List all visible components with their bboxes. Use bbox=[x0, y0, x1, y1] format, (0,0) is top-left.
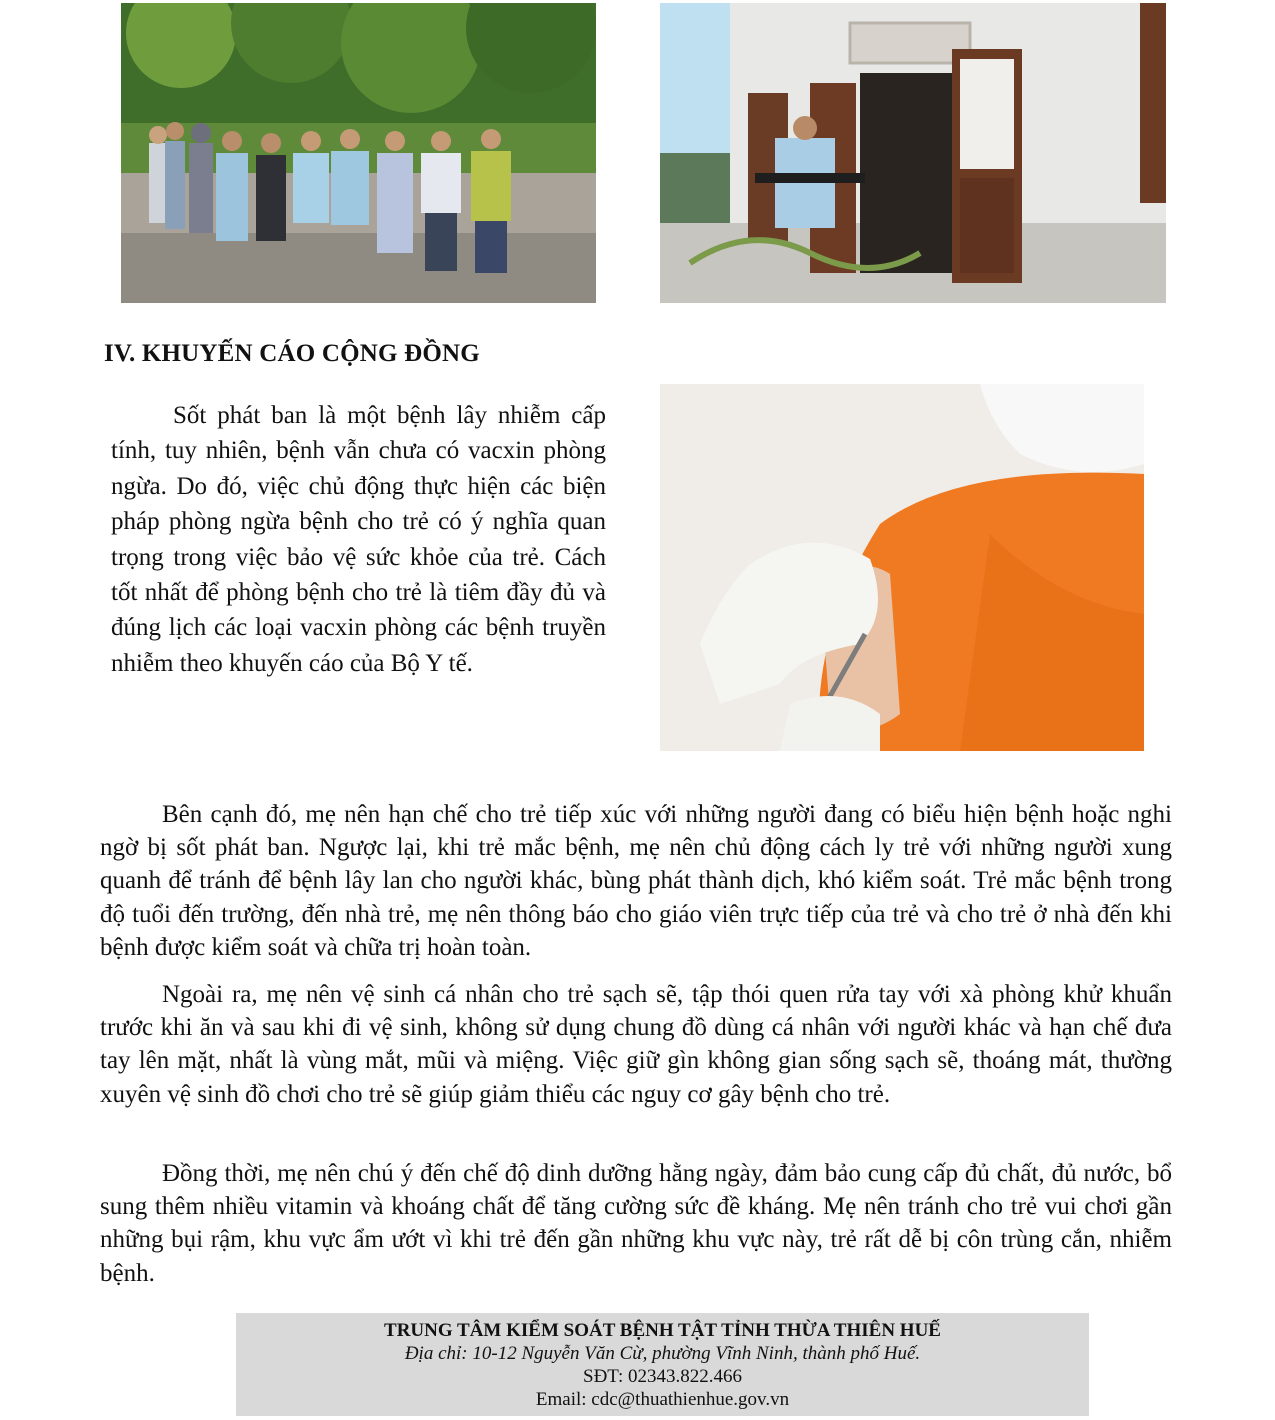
contact-footer bbox=[236, 1313, 1089, 1416]
phone-line: SĐT: 02343.822.466 bbox=[583, 1366, 742, 1387]
photo-worker-spraying-doorway bbox=[660, 3, 1166, 303]
address-line: Địa chỉ: 10-12 Nguyễn Văn Cừ, phường Vĩnh Ninh, thành phố Huế. bbox=[404, 1343, 921, 1364]
body-paragraph: Ngoài ra, mẹ nên vệ sinh cá nhân cho trẻ sạch sẽ, tập thói quen rửa tay với xà phòng khử khuẩn trước khi ăn và sau khi đi vệ sinh, không sử dụng chung đồ dùng cá nhân với người khác và hạn chế đưa tay lên mặt, nhất là vùng mắt, mũi và miệng. Việc giữ gìn không gian sống sạch sẽ, thoáng mát, thường xuyên vệ sinh đồ chơi cho trẻ sẽ giúp giảm thiểu các nguy cơ gây bệnh cho trẻ. bbox=[100, 981, 1172, 1108]
email-line: Email: cdc@thuathienhue.gov.vn bbox=[535, 1389, 790, 1410]
section-heading: IV. KHUYẾN CÁO CỘNG ĐỒNG bbox=[104, 340, 480, 367]
body-paragraph: Đồng thời, mẹ nên chú ý đến chế độ dinh dưỡng hằng ngày, đảm bảo cung cấp đủ chất, đủ nước, bổ sung thêm nhiều vitamin và khoáng chất để tăng cường sức đề kháng. Mẹ nên tránh cho trẻ vui chơi gần những bụi rậm, khu vực ẩm ướt vì khi trẻ đến gần những khu vực này, trẻ rất dễ bị côn trùng cắn, nhiễm bệnh. bbox=[100, 1160, 1172, 1287]
body-paragraph: Bên cạnh đó, mẹ nên hạn chế cho trẻ tiếp xúc với những người đang có biểu hiện bệnh hoặc nghi ngờ bị sốt phát ban. Ngược lại, khi trẻ mắc bệnh, mẹ nên chủ động cách ly trẻ với những người xung quanh để tránh để bệnh lây lan cho người khác, bùng phát thành dịch, khó kiểm soát. Trẻ mắc bệnh trong độ tuổi đến trường, đến nhà trẻ, mẹ nên thông báo cho giáo viên trực tiếp của trẻ và cho trẻ ở nhà đến khi bệnh được kiểm soát và chữa trị hoàn toàn. bbox=[100, 801, 1172, 961]
intro-paragraph: Sốt phát ban là một bệnh lây nhiễm cấp tính, tuy nhiên, bệnh vẫn chưa có vacxin phòng ngừa. Do đó, việc chủ động thực hiện các biện pháp phòng ngừa bệnh cho trẻ có ý nghĩa quan trọng trong việc bảo vệ sức khỏe của trẻ. Cách tốt nhất để phòng bệnh cho trẻ là tiêm đầy đủ và đúng lịch các loại vacxin phòng các bệnh truyền nhiễm theo khuyến cáo của Bộ Y tế. bbox=[111, 402, 606, 677]
photo-child-vaccination bbox=[660, 384, 1144, 751]
organization-name: TRUNG TÂM KIỂM SOÁT BỆNH TẬT TỈNH THỪA THIÊN HUẾ bbox=[384, 1320, 941, 1341]
photo-team-spraying-group bbox=[121, 3, 596, 303]
